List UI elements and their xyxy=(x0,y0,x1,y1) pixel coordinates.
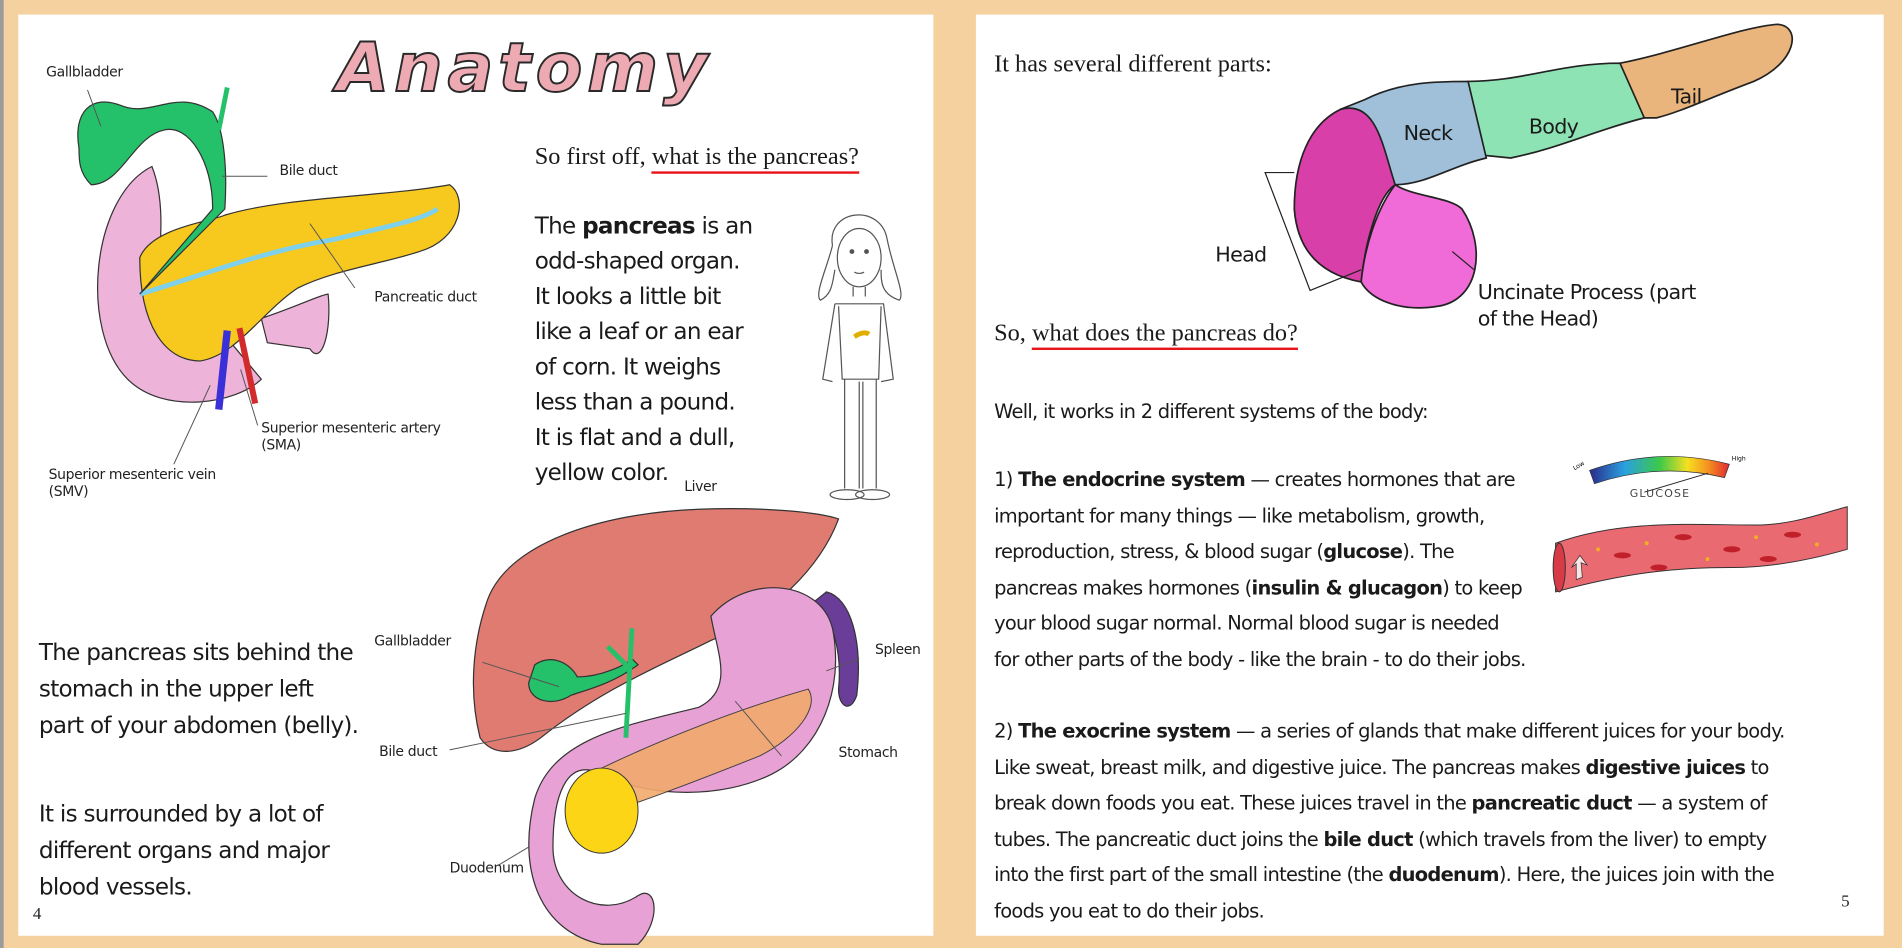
text-line xyxy=(535,385,753,420)
text-segment: — a system of xyxy=(1631,791,1767,815)
bold-term: bile duct xyxy=(1323,827,1413,851)
text-segment: The pancreas sits behind the xyxy=(38,639,353,666)
label-spleen: Spleen xyxy=(875,640,921,658)
text-segment: 1) xyxy=(994,467,1019,491)
text-segment: Like sweat, breast milk, and digestive juice. The pancreas makes xyxy=(994,755,1586,779)
text-segment: to xyxy=(1745,755,1769,779)
text-segment: (which travels from the liver) to empty xyxy=(1412,827,1767,851)
text-line xyxy=(535,456,753,491)
glucose-label: GLUCOSE xyxy=(1629,487,1691,501)
question-underlined: what is the pancreas? xyxy=(652,143,859,173)
bold-term: insulin & glucagon xyxy=(1251,575,1443,599)
endocrine-paragraph xyxy=(994,462,1525,677)
intro-paragraph xyxy=(535,209,753,491)
text-line xyxy=(994,893,1784,929)
label-sma-line1: Superior mesenteric artery xyxy=(261,419,441,437)
text-segment: break down foods you eat. These juices travel in the xyxy=(994,791,1472,815)
text-line xyxy=(994,821,1784,857)
text-segment: of corn. It weighs xyxy=(534,353,721,381)
text-segment: like a leaf or an ear xyxy=(534,318,744,346)
text-segment: yellow color. xyxy=(534,459,669,487)
page-number-left: 4 xyxy=(32,905,42,924)
text-segment: important for many things — like metabolism, growth, xyxy=(994,503,1485,527)
location-paragraph xyxy=(39,634,358,743)
text-segment: tubes. The pancreatic duct joins the xyxy=(994,827,1324,851)
text-segment: ) to keep xyxy=(1442,575,1522,599)
text-segment: ). Here, the juices join with the xyxy=(1498,862,1774,886)
text-segment: odd-shaped organ. xyxy=(534,247,740,275)
text-line xyxy=(994,641,1525,677)
text-line xyxy=(994,785,1784,821)
text-segment: different organs and major xyxy=(38,837,330,865)
text-segment: is an xyxy=(694,212,753,240)
exocrine-paragraph xyxy=(994,713,1784,928)
text-line xyxy=(994,749,1784,785)
page-left xyxy=(18,15,933,936)
text-line xyxy=(535,209,753,244)
text-segment: It is flat and a dull, xyxy=(534,424,735,451)
label-uncinate-line2: of the Head) xyxy=(1477,307,1599,332)
label-duodenum: Duodenum xyxy=(449,859,524,877)
bold-term: The endocrine system xyxy=(1018,467,1246,491)
text-segment: for other parts of the body - like the brain - to do their jobs. xyxy=(994,647,1526,671)
tail-region xyxy=(1620,24,1792,118)
text-line xyxy=(535,280,753,315)
parts-heading: It has several different parts: xyxy=(994,51,1272,78)
text-segment: — creates hormones that are xyxy=(1245,467,1515,491)
section-question-2 xyxy=(994,320,1298,348)
label-uncinate-line1: Uncinate Process (part xyxy=(1477,280,1696,306)
glucose-high-label: High xyxy=(1731,455,1746,463)
girl-figure-illustration xyxy=(796,197,918,513)
text-segment: It looks a little bit xyxy=(534,283,721,310)
label-liver: Liver xyxy=(684,477,717,495)
bold-term: duodenum xyxy=(1388,862,1499,886)
text-line xyxy=(39,832,329,868)
text-segment: ). The xyxy=(1402,539,1454,563)
text-segment: blood vessels. xyxy=(38,873,192,901)
text-segment: The xyxy=(534,212,583,240)
text-segment: your blood sugar normal. Normal blood sugar is needed xyxy=(994,611,1499,635)
text-line xyxy=(994,462,1525,498)
bold-term: The exocrine system xyxy=(1018,719,1231,743)
text-line xyxy=(994,605,1525,641)
pancreas-head-shape xyxy=(565,768,638,853)
text-line xyxy=(535,244,753,279)
page-title: Anatomy xyxy=(336,29,713,109)
text-line xyxy=(39,671,358,707)
text-line xyxy=(39,869,329,905)
glucose-meter-illustration xyxy=(1571,446,1753,507)
text-line xyxy=(994,857,1784,893)
question-prefix: So first off, xyxy=(534,143,652,171)
text-segment: into the first part of the small intestine (the xyxy=(994,862,1389,886)
label-body: Body xyxy=(1528,115,1579,140)
label-uncinate xyxy=(1478,280,1696,333)
text-segment: stomach in the upper left xyxy=(38,675,314,703)
label-smv-line2: (SMV) xyxy=(48,482,89,500)
text-line xyxy=(39,796,329,832)
text-segment: part of your abdomen (belly). xyxy=(38,712,359,739)
abdominal-organs-illustration xyxy=(456,495,894,945)
glucose-gauge-arc xyxy=(1590,456,1730,483)
page-number-right: 5 xyxy=(1841,893,1850,912)
bold-term: pancreatic duct xyxy=(1471,791,1632,815)
text-segment: pancreas makes hormones ( xyxy=(994,575,1252,599)
section-question xyxy=(535,143,859,171)
label-head: Head xyxy=(1215,243,1267,268)
text-line xyxy=(994,569,1525,605)
label-gallbladder-2: Gallbladder xyxy=(374,631,451,649)
blood-vessel-illustration xyxy=(1550,501,1854,604)
text-segment: reproduction, stress, & blood sugar ( xyxy=(994,539,1324,563)
question2-underlined: what does the pancreas do? xyxy=(1032,320,1298,350)
window-edge xyxy=(0,0,4,948)
label-bile-duct: Bile duct xyxy=(279,161,338,179)
pancreas-parts-illustration xyxy=(976,15,1884,331)
text-segment: less than a pound. xyxy=(534,388,735,416)
text-line xyxy=(535,350,753,385)
text-segment: It is surrounded by a lot of xyxy=(38,800,323,828)
label-neck: Neck xyxy=(1403,121,1453,146)
bold-term: digestive juices xyxy=(1585,755,1746,779)
systems-intro xyxy=(994,394,1428,429)
text-line xyxy=(994,394,1428,429)
text-segment: Well, it works in 2 different systems of the body: xyxy=(994,399,1428,423)
label-sma xyxy=(261,419,440,453)
label-smv-line1: Superior mesenteric vein xyxy=(48,465,216,483)
bold-term: pancreas xyxy=(582,212,695,240)
text-segment: foods you eat to do their jobs. xyxy=(994,898,1264,922)
text-line xyxy=(994,713,1784,749)
bile-duct-shape xyxy=(219,88,228,131)
glucose-low-label: Low xyxy=(1571,460,1586,473)
page-right xyxy=(976,15,1884,936)
text-line xyxy=(994,534,1525,570)
text-line xyxy=(994,498,1525,534)
question2-prefix: So, xyxy=(994,319,1032,347)
label-pancreatic-duct: Pancreatic duct xyxy=(374,288,477,306)
text-line xyxy=(535,420,753,455)
label-gallbladder: Gallbladder xyxy=(46,63,123,81)
label-smv xyxy=(49,465,216,499)
text-line xyxy=(39,634,358,670)
text-segment: 2) xyxy=(994,719,1019,743)
label-stomach: Stomach xyxy=(838,743,898,761)
surround-paragraph xyxy=(39,796,329,905)
text-line xyxy=(535,315,753,350)
body-region xyxy=(1468,63,1644,158)
label-bile-duct-2: Bile duct xyxy=(379,742,438,760)
label-sma-line2: (SMA) xyxy=(261,436,301,454)
text-segment: — a series of glands that make different juices for your body. xyxy=(1230,719,1785,743)
bold-term: glucose xyxy=(1323,539,1403,563)
text-line xyxy=(39,707,358,743)
label-tail: Tail xyxy=(1671,85,1702,110)
